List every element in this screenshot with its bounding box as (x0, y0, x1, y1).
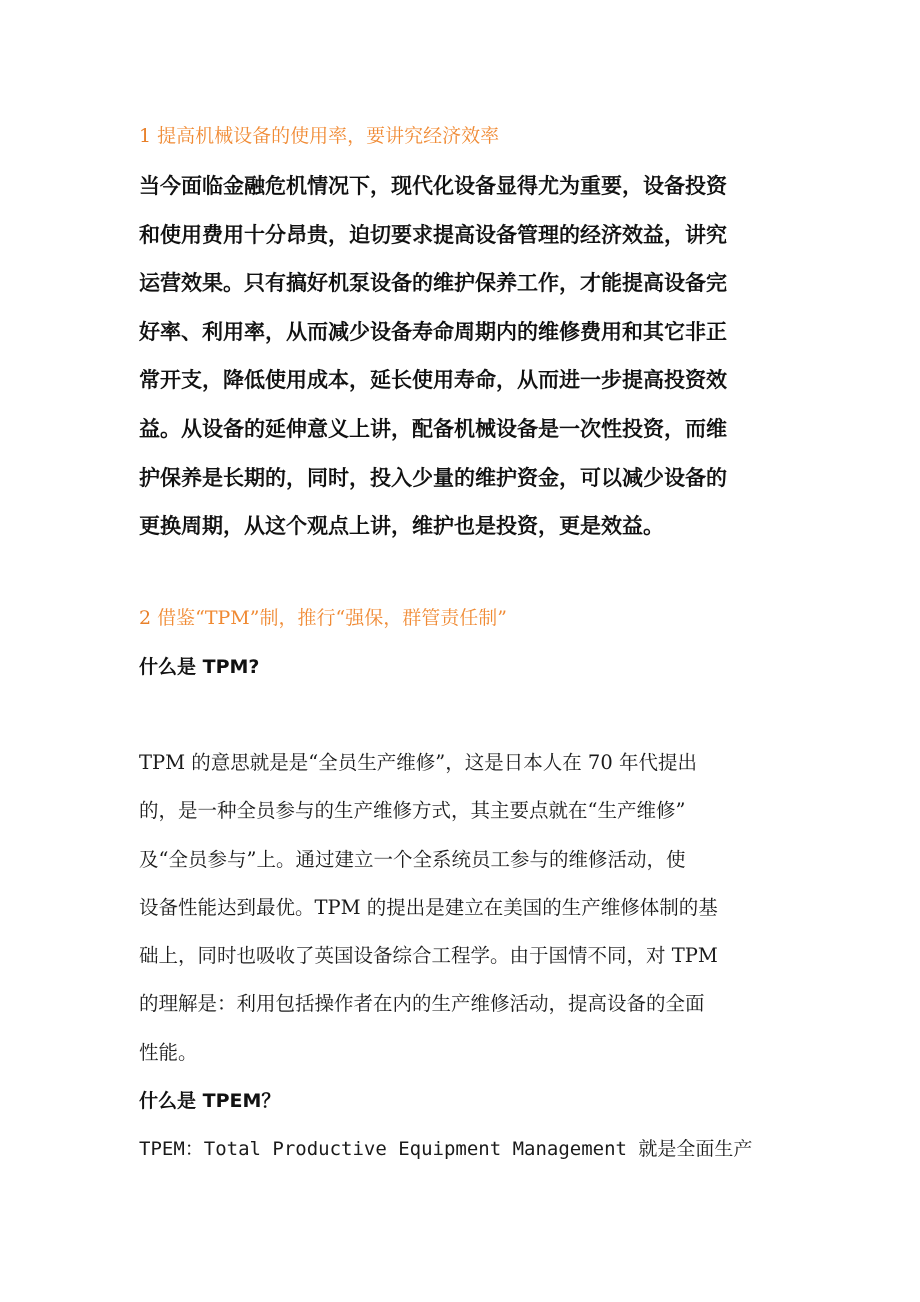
section-1-paragraph (139, 162, 799, 551)
paragraph-line: 设备性能达到最优。TPM 的提出是建立在美国的生产维修体制的基 (139, 895, 718, 919)
section-1-number: 1 (139, 125, 152, 147)
tpem-definition-line: TPEM：Total Productive Equipment Management 就是全面生产 (139, 1138, 753, 1160)
section-2-number: 2 (139, 607, 152, 629)
paragraph-line: 更换周期，从这个观点上讲，维护也是投资，更是效益。 (139, 514, 664, 539)
paragraph-line: 当今面临金融危机情况下，现代化设备显得尤为重要，设备投资 (139, 174, 727, 198)
paragraph-line: 护保养是长期的，同时，投入少量的维护资金，可以减少设备的 (139, 465, 727, 490)
section-1-heading (139, 124, 499, 148)
section-1-title: 提高机械设备的使用率，要讲究经济效率 (157, 125, 500, 147)
paragraph-line: 常开支，降低使用成本，延长使用寿命，从而进一步提高投资效 (139, 368, 727, 393)
paragraph-line: 的理解是：利用包括操作者在内的生产维修活动，提高设备的全面 (139, 992, 705, 1016)
paragraph-line: 及“全员参与”上。通过建立一个全系统员工参与的维修活动，使 (139, 847, 686, 871)
paragraph-line: 础上，同时也吸收了英国设备综合工程学。由于国情不同，对 TPM (139, 944, 718, 968)
paragraph-line: 和使用费用十分昂贵，迫切要求提高设备管理的经济效益，讲究 (139, 222, 727, 247)
paragraph-line: 的，是一种全员参与的生产维修方式，其主要点就在“生产维修” (139, 799, 686, 823)
paragraph-line: 益。从设备的延伸意义上讲，配备机械设备是一次性投资，而维 (139, 416, 727, 441)
tpm-paragraph (139, 739, 799, 1077)
paragraph-line: TPM 的意思就是是“全员生产维修”，这是日本人在 70 年代提出 (139, 751, 697, 774)
section-2-title: 借鉴“TPM”制，推行“强保，群管责任制” (157, 607, 507, 629)
paragraph-line: 运营效果。只有搞好机泵设备的维护保养工作，才能提高设备完 (139, 271, 727, 296)
section-2-heading (139, 606, 507, 630)
question-tpm: 什么是 TPM? (139, 656, 260, 678)
question-tpem: 什么是 TPEM？ (139, 1090, 281, 1112)
paragraph-line: 好率、利用率，从而减少设备寿命周期内的维修费用和其它非正 (139, 319, 727, 344)
paragraph-line: 性能。 (139, 1040, 198, 1064)
